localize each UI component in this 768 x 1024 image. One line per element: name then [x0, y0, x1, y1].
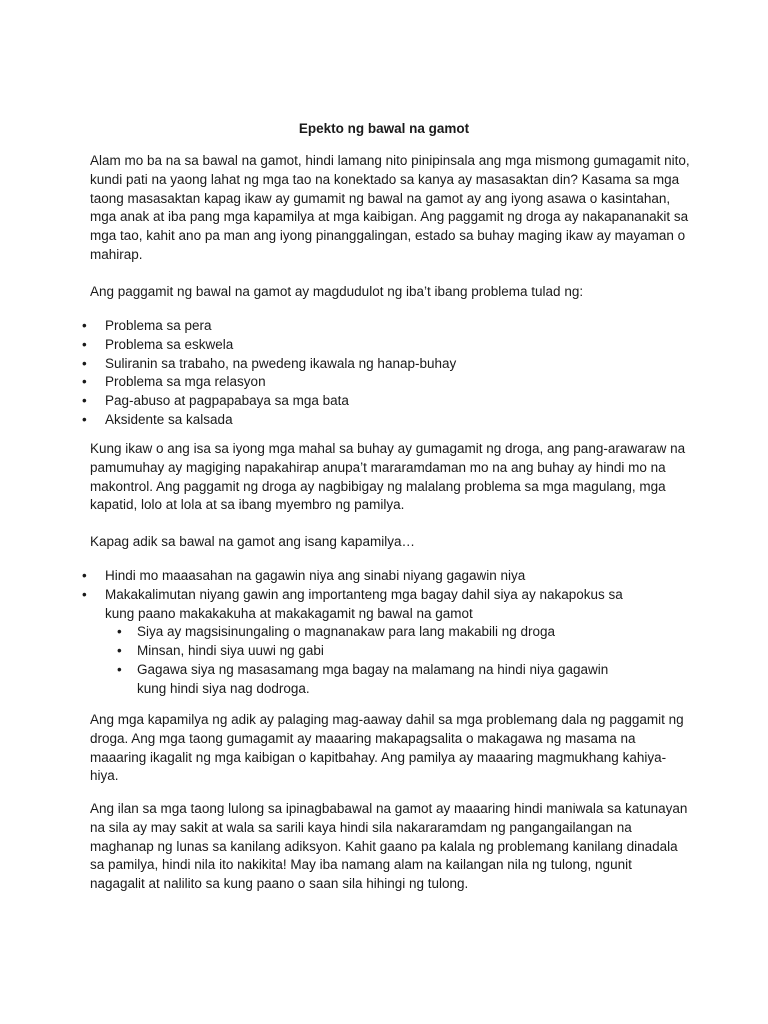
- bullet-icon: •: [82, 586, 87, 602]
- paragraph-denial: Ang ilan sa mga taong lulong sa ipinagbabawal na gamot ay maaaring hindi maniwala sa katunayan na sila ay may sakit at wala sa sarili kaya hindi sila nakararamdam ng pangangailangan na maghanap ng lunas sa kanilang adiksyon. Kahit gaano pa kalala ng problemang kanilang dinadala sa pamilya, hindi nila ito nakikita! May iba namang alam na kailangan nila ng tulong, ngunit nagagalit at nalilito sa kung paano o saan sila hihingi ng tulong.: [90, 801, 688, 892]
- sub-list-item: • Siya ay magsisinungaling o magnanakaw para lang makabili ng droga: [105, 623, 640, 642]
- addict-behavior-list: [0, 567, 700, 699]
- list-item: • Problema sa mga relasyon: [0, 373, 700, 392]
- bullet-icon: •: [117, 643, 122, 659]
- sub-list: [105, 623, 640, 698]
- list-item: • Problema sa pera: [0, 317, 700, 336]
- paragraph-intro: Alam mo ba na sa bawal na gamot, hindi lamang nito pinipinsala ang mga mismong gumagamit nito, kundi pati na yaong lahat ng mga tao na konektado sa kanya ay masasaktan din? Kasama sa mga taong masasaktan kapag ikaw ay gumamit ng bawal na gamot ay ang iyong asawa o kasintahan, mga anak at iba pang mga kapamilya at mga kaibigan. Ang paggamit ng droga ay nakapananakit sa mga tao, kahit ano pa man ang iyong pinanggalingan, estado sa buhay maging ikaw ay mayaman o mahirap.: [90, 153, 690, 262]
- list-item: • Pag-abuso at pagpapabaya sa mga bata: [0, 392, 700, 411]
- bullet-icon: •: [117, 661, 122, 677]
- bullet-icon: •: [82, 355, 87, 371]
- list-item: • Hindi mo maaasahan na gagawin niya ang sinabi niyang gagawin niya: [0, 567, 700, 586]
- paragraph-addict-lead: Kapag adik sa bawal na gamot ang isang kapamilya…: [90, 534, 415, 549]
- sub-list-item: • Gagawa siya ng masasamang mga bagay na malamang na hindi niya gagawin kung hindi siya nag dodroga.: [117, 661, 609, 696]
- list-item: • Aksidente sa kalsada: [0, 411, 700, 430]
- list-item: • Problema sa eskwela: [0, 336, 700, 355]
- paragraph-conflict: Ang mga kapamilya ng adik ay palaging mag-aaway dahil sa mga problemang dala ng paggamit ng droga. Ang mga taong gumagamit ay maaaring makapagsalita o makagawa ng masama na maaaring ikagalit ng mga kaibigan o kapitbahay. Ang pamilya ay maaaring magmukhang kahiya-hiya.: [90, 712, 684, 784]
- bullet-icon: •: [82, 318, 87, 333]
- sub-list-item: • Minsan, hindi siya uuwi ng gabi: [105, 642, 640, 661]
- document-title: Epekto ng bawal na gamot: [298, 121, 470, 136]
- bullet-icon: •: [117, 624, 122, 640]
- bullet-icon: •: [82, 411, 87, 427]
- bullet-icon: •: [82, 568, 87, 583]
- problems-list: [0, 317, 700, 430]
- paragraph-problems-lead: Ang paggamit ng bawal na gamot ay magdudulot ng iba’t ibang problema tulad ng:: [90, 284, 584, 299]
- paragraph-family-impact: Kung ikaw o ang isa sa iyong mga mahal sa buhay ay gumagamit ng droga, ang pang-arawaraw na pamumuhay ay magiging napakahirap anupa’t mararamdaman mo na ang buhay ay hindi mo na makontrol. Ang paggamit ng droga ay nagbibigay ng malalang problema sa mga magulang, mga kapatid, lolo at lola at sa ibang myembro ng pamilya.: [90, 441, 686, 513]
- bullet-icon: •: [82, 336, 87, 352]
- bullet-icon: •: [82, 374, 87, 390]
- list-item: • Makakalimutan niyang gawin ang importanteng mga bagay dahil siya ay nakapokus sa kung paano makakakuha at makakagamit ng bawal na gamot • Siya ay magsisinungaling o magnanakaw para lang makabili ng droga • Minsan, hindi siya uuwi ng gabi • Gagawa siya ng masasamang mga bagay na malamang na hindi niya gagawin kung hindi siya nag dodroga.: [0, 586, 700, 699]
- list-item: • Suliranin sa trabaho, na pwedeng ikawala ng hanap-buhay: [0, 355, 700, 374]
- bullet-icon: •: [82, 393, 87, 409]
